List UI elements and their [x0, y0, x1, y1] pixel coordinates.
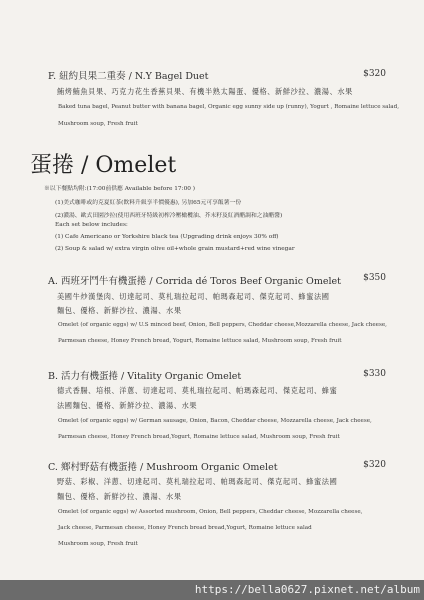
item-desc-en: Omelet (of organic eggs) w/ Assorted mushroom, Onion, Bell peppers, Cheddar cheese, Mozzarella cheese,	[58, 509, 363, 515]
item-desc-zh: 麵包、優格、新鮮沙拉、濃湯、水果	[57, 306, 182, 315]
item-title-mushroom-omelet: C. 鄉村野菇有機蛋捲 / Mushroom Organic Omelet	[48, 462, 278, 473]
item-desc-en: Omelet (of organic eggs) w/ U.S minced beef, Onion, Bell peppers, Cheddar cheese,Mozzarella cheese, Jack cheese,	[58, 322, 387, 328]
item-desc-zh: 鮪烤鮪魚貝果、巧克力花生香蕉貝果、有機半熟太陽蛋、優格、新鮮沙拉、濃湯、水果	[57, 87, 353, 96]
item-desc-zh: 麵包、優格、新鮮沙拉、濃湯、水果	[57, 492, 182, 501]
item-title-bagel-duet: F. 紐約貝果二重奏 / N.Y Bagel Duet	[48, 71, 209, 82]
set-note-en: (1) Cafe Americano or Yorkshire black tea (Upgrading drink enjoys 30% off)	[55, 234, 279, 240]
item-title-beef-omelet: A. 西班牙鬥牛有機蛋捲 / Corrida dé Toros Beef Organic Omelet	[48, 276, 341, 287]
item-desc-en: Omelet (of organic eggs) w/ German sausage, Onion, Bacon, Cheddar cheese, Mozzarella cheese, Jack cheese,	[58, 418, 372, 424]
item-desc-en: Jack cheese, Parmesan cheese, Honey French bread bread,Yogurt, Romaine lettuce salad	[58, 525, 312, 531]
set-note-time: ※以下餐點均附:(17:00前供應 Available before 17:00 )	[44, 186, 196, 192]
set-note-en: Each set below includes:	[55, 222, 128, 228]
set-note-zh: (2)濃湯、歐式田園沙拉(使用西班牙特級初榨冷壓橄欖油、芥末籽及紅酒醋調和之油醋醬)	[55, 213, 283, 219]
item-desc-en: Parmesan cheese, Honey French bread,Yogurt, Romaine lettuce salad, Mushroom soup, Fresh fruit	[58, 434, 340, 440]
set-note-en: (2) Soup & salad w/ extra virgin olive oil+whole grain mustard+red wine vinegar	[55, 246, 295, 252]
item-desc-en: Mushroom soup, Fresh fruit	[58, 121, 138, 127]
item-desc-zh: 美國牛炒漢堡肉、切達起司、莫札瑞拉起司、帕瑪森起司、傑克起司、蜂蜜法國	[57, 292, 330, 301]
price-bagel-duet: $320	[363, 69, 386, 79]
price-beef-omelet: $350	[363, 273, 386, 283]
item-desc-zh: 德式香腸、培根、洋蔥、切達起司、莫札瑞拉起司、帕瑪森起司、傑克起司、蜂蜜	[57, 386, 338, 395]
item-title-vitality-omelet: B. 活力有機蛋捲 / Vitality Organic Omelet	[48, 371, 242, 382]
item-desc-en: Parmesan cheese, Honey French bread, Yogurt, Romaine lettuce salad, Mushroom soup, Fresh fruit	[58, 338, 342, 344]
price-vitality-omelet: $330	[363, 369, 386, 379]
item-desc-zh: 野菇、彩椒、洋蔥、切達起司、莫札瑞拉起司、帕瑪森起司、傑克起司、蜂蜜法國	[57, 477, 338, 486]
watermark-bar	[0, 580, 424, 600]
item-desc-en: Mushroom soup, Fresh fruit	[58, 541, 138, 547]
section-title-omelet: 蛋捲 / Omelet	[30, 153, 177, 178]
price-mushroom-omelet: $320	[363, 460, 386, 470]
item-desc-zh: 法國麵包、優格、新鮮沙拉、濃湯、水果	[57, 401, 198, 410]
item-desc-en: Baked tuna bagel, Peanut butter with banana bagel, Organic egg sunny side up (runny), Yogurt , Romaine lettuce salad,	[58, 104, 399, 110]
set-note-zh: (1)美式咖啡或約克夏紅茶(飲料升級享半價優惠), 另加65元可享飯薯一份	[55, 200, 242, 206]
watermark-url: https://bella0627.pixnet.net/album	[194, 583, 420, 596]
